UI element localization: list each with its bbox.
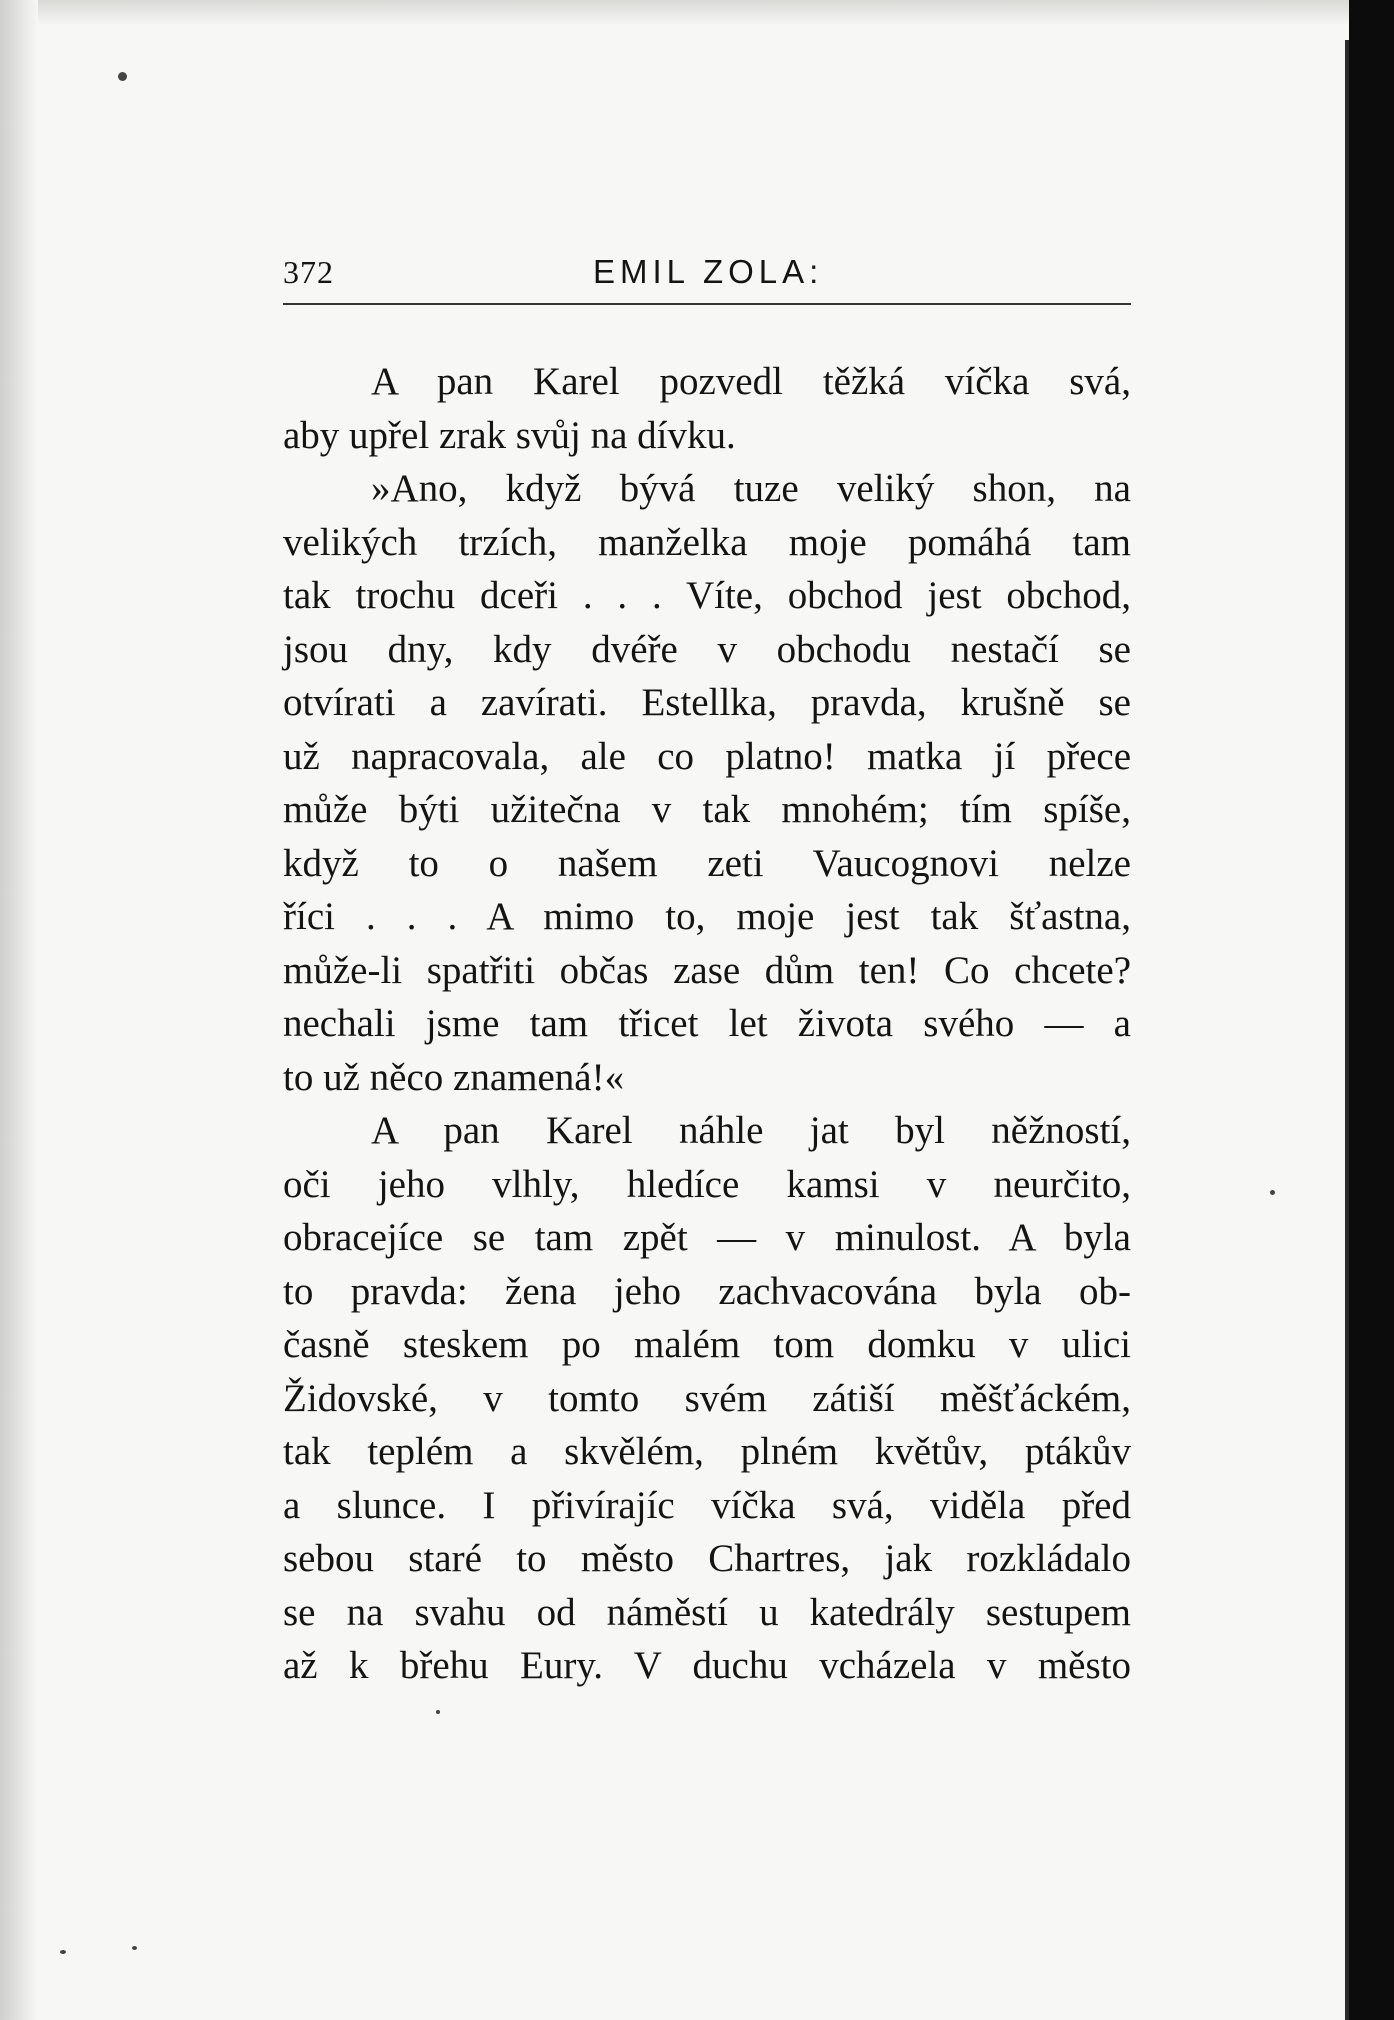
text-line: časně steskem po malém tom domku v ulici — [283, 1323, 1131, 1366]
running-title: EMIL ZOLA: — [593, 253, 824, 290]
page-header — [283, 250, 1131, 294]
text-line: velikých trzích, manželka moje pomáhá tam — [283, 520, 1131, 564]
text-line: a slunce. I přivírajíc víčka svá, viděla před — [283, 1483, 1131, 1527]
text-line: Židovské, v tomto svém zátiší měšťáckém, — [283, 1376, 1131, 1420]
body-text — [283, 355, 1131, 1693]
text-line: když to o našem zeti Vaucognovi nelze — [283, 841, 1131, 885]
scan-right-edge — [1349, 0, 1394, 2020]
text-line: otvírati a zavírati. Estellka, pravda, krušně se — [283, 681, 1131, 724]
text-line: A pan Karel pozvedl těžká víčka svá, — [371, 360, 1131, 403]
text-line: A pan Karel náhle jat byl něžností, — [371, 1109, 1131, 1152]
text-line: jsou dny, kdy dvéře v obchodu nestačí se — [283, 627, 1131, 671]
text-line: tak trochu dceři . . . Víte, obchod jest obchod, — [283, 574, 1131, 617]
text-line: už napracovala, ale co platno! matka jí přece — [283, 734, 1131, 778]
text-line: to už něco znamená!« — [283, 1055, 625, 1099]
page-number: 372 — [283, 254, 334, 290]
text-line: to pravda: žena jeho zachvacována byla ob- — [283, 1269, 1131, 1313]
header-rule — [283, 303, 1131, 305]
text-line: sebou staré to město Chartres, jak rozkládalo — [283, 1537, 1131, 1580]
text-line: nechali jsme tam třicet let života svého — a — [283, 1002, 1131, 1045]
text-line: se na svahu od náměstí u katedrály sestupem — [283, 1590, 1131, 1634]
text-line: říci . . . A mimo to, moje jest tak šťastna, — [283, 895, 1131, 938]
text-line: může býti užitečna v tak mnohém; tím spíše, — [283, 788, 1131, 831]
text-line: tak teplém a skvělém, plném květův, ptákův — [283, 1430, 1131, 1473]
text-line: může-li spatřiti občas zase dům ten! Co chcete? — [283, 948, 1131, 992]
text-line: »Ano, když bývá tuze veliký shon, na — [371, 467, 1131, 510]
text-line: až k břehu Eury. V duchu vcházela v město — [283, 1644, 1131, 1687]
text-line: obracejíce se tam zpět — v minulost. A byla — [283, 1216, 1131, 1259]
text-line: oči jeho vlhly, hledíce kamsi v neurčito, — [283, 1162, 1131, 1206]
text-line: aby upřel zrak svůj na dívku. — [283, 413, 736, 457]
